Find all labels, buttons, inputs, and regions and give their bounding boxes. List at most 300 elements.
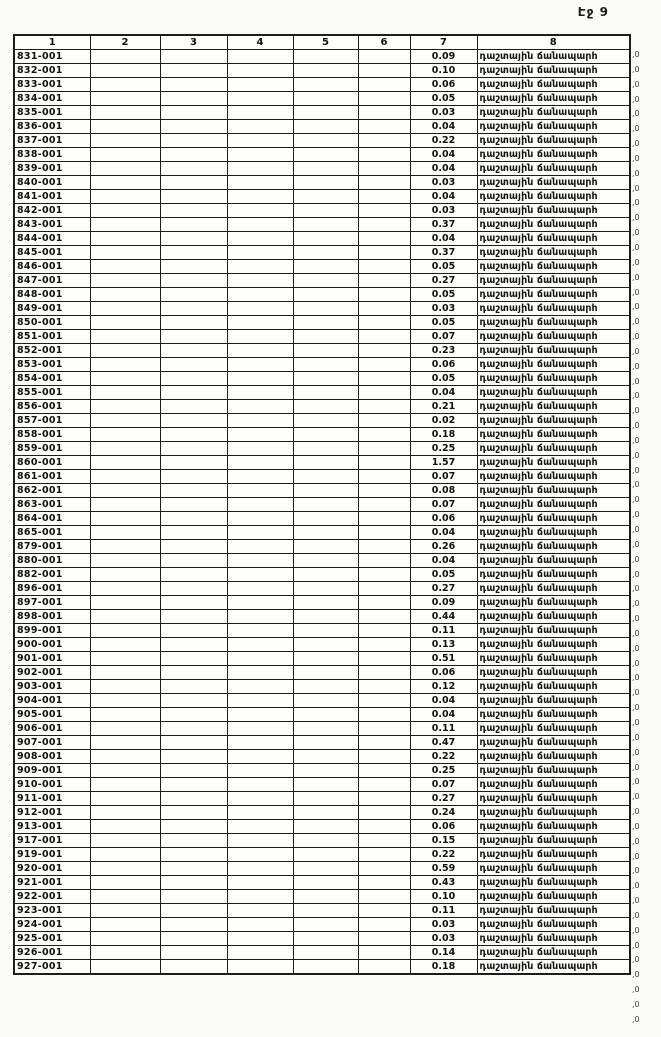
row-value-cell: 0.15 bbox=[410, 834, 477, 848]
row-value-cell: 0.18 bbox=[410, 960, 477, 975]
empty-cell-col3 bbox=[160, 498, 227, 512]
table-row bbox=[14, 610, 630, 624]
row-value-cell: 0.03 bbox=[410, 302, 477, 316]
row-id-cell: 856-001 bbox=[14, 400, 90, 414]
table-row bbox=[14, 918, 630, 932]
empty-cell-col4 bbox=[227, 834, 293, 848]
empty-cell-col6 bbox=[358, 344, 410, 358]
row-id-cell: 839-001 bbox=[14, 162, 90, 176]
table-row bbox=[14, 414, 630, 428]
empty-cell-col6 bbox=[358, 498, 410, 512]
empty-cell-col4 bbox=[227, 358, 293, 372]
empty-cell-col2 bbox=[90, 708, 160, 722]
edge-fragment: ,0 bbox=[632, 94, 640, 104]
table-row bbox=[14, 540, 630, 554]
empty-cell-col2 bbox=[90, 736, 160, 750]
row-road-type-cell: դաշտային ճանապարհ bbox=[477, 232, 630, 246]
empty-cell-col6 bbox=[358, 540, 410, 554]
empty-cell-col4 bbox=[227, 638, 293, 652]
empty-cell-col4 bbox=[227, 540, 293, 554]
empty-cell-col5 bbox=[293, 512, 358, 526]
row-id-cell: 833-001 bbox=[14, 78, 90, 92]
column-header: 1 bbox=[14, 35, 90, 50]
empty-cell-col3 bbox=[160, 260, 227, 274]
empty-cell-col4 bbox=[227, 806, 293, 820]
empty-cell-col5 bbox=[293, 960, 358, 975]
empty-cell-col5 bbox=[293, 736, 358, 750]
empty-cell-col3 bbox=[160, 386, 227, 400]
empty-cell-col3 bbox=[160, 512, 227, 526]
row-id-cell: 923-001 bbox=[14, 904, 90, 918]
row-road-type-cell: դաշտային ճանապարհ bbox=[477, 50, 630, 64]
row-id-cell: 853-001 bbox=[14, 358, 90, 372]
column-header: 8 bbox=[477, 35, 630, 50]
row-road-type-cell: դաշտային ճանապարհ bbox=[477, 190, 630, 204]
row-road-type-cell: դաշտային ճանապարհ bbox=[477, 638, 630, 652]
edge-fragment: ,0 bbox=[632, 688, 640, 698]
table-row bbox=[14, 932, 630, 946]
row-value-cell: 0.22 bbox=[410, 134, 477, 148]
table-row bbox=[14, 358, 630, 372]
empty-cell-col6 bbox=[358, 526, 410, 540]
table-row bbox=[14, 778, 630, 792]
row-id-cell: 849-001 bbox=[14, 302, 90, 316]
edge-fragment: ,0 bbox=[632, 569, 640, 579]
row-road-type-cell: դաշտային ճանապարհ bbox=[477, 512, 630, 526]
empty-cell-col3 bbox=[160, 582, 227, 596]
empty-cell-col6 bbox=[358, 946, 410, 960]
row-value-cell: 0.09 bbox=[410, 596, 477, 610]
empty-cell-col3 bbox=[160, 694, 227, 708]
empty-cell-col6 bbox=[358, 792, 410, 806]
empty-cell-col6 bbox=[358, 442, 410, 456]
row-value-cell: 0.05 bbox=[410, 260, 477, 274]
table-row bbox=[14, 78, 630, 92]
row-value-cell: 0.10 bbox=[410, 64, 477, 78]
empty-cell-col2 bbox=[90, 344, 160, 358]
empty-cell-col3 bbox=[160, 148, 227, 162]
row-id-cell: 913-001 bbox=[14, 820, 90, 834]
table-row bbox=[14, 484, 630, 498]
empty-cell-col5 bbox=[293, 848, 358, 862]
empty-cell-col4 bbox=[227, 764, 293, 778]
empty-cell-col4 bbox=[227, 890, 293, 904]
edge-fragment: ,0 bbox=[632, 391, 640, 401]
empty-cell-col6 bbox=[358, 568, 410, 582]
empty-cell-col5 bbox=[293, 904, 358, 918]
empty-cell-col6 bbox=[358, 918, 410, 932]
empty-cell-col4 bbox=[227, 750, 293, 764]
empty-cell-col3 bbox=[160, 246, 227, 260]
empty-cell-col4 bbox=[227, 568, 293, 582]
empty-cell-col6 bbox=[358, 932, 410, 946]
edge-fragment: ,0 bbox=[632, 599, 640, 609]
empty-cell-col4 bbox=[227, 918, 293, 932]
row-road-type-cell: դաշտային ճանապարհ bbox=[477, 218, 630, 232]
empty-cell-col5 bbox=[293, 372, 358, 386]
row-value-cell: 0.04 bbox=[410, 232, 477, 246]
row-road-type-cell: դաշտային ճանապարհ bbox=[477, 64, 630, 78]
empty-cell-col5 bbox=[293, 274, 358, 288]
row-value-cell: 0.27 bbox=[410, 274, 477, 288]
edge-fragment: ,0 bbox=[632, 955, 640, 965]
row-id-cell: 847-001 bbox=[14, 274, 90, 288]
empty-cell-col2 bbox=[90, 274, 160, 288]
empty-cell-col4 bbox=[227, 428, 293, 442]
row-value-cell: 0.11 bbox=[410, 624, 477, 638]
empty-cell-col5 bbox=[293, 918, 358, 932]
row-id-cell: 832-001 bbox=[14, 64, 90, 78]
empty-cell-col4 bbox=[227, 288, 293, 302]
table-row bbox=[14, 134, 630, 148]
table-row bbox=[14, 708, 630, 722]
empty-cell-col3 bbox=[160, 120, 227, 134]
empty-cell-col4 bbox=[227, 946, 293, 960]
row-value-cell: 0.07 bbox=[410, 470, 477, 484]
empty-cell-col5 bbox=[293, 358, 358, 372]
empty-cell-col2 bbox=[90, 246, 160, 260]
empty-cell-col4 bbox=[227, 344, 293, 358]
empty-cell-col3 bbox=[160, 610, 227, 624]
empty-cell-col2 bbox=[90, 106, 160, 120]
empty-cell-col2 bbox=[90, 386, 160, 400]
empty-cell-col2 bbox=[90, 582, 160, 596]
row-id-cell: 921-001 bbox=[14, 876, 90, 890]
empty-cell-col3 bbox=[160, 736, 227, 750]
empty-cell-col2 bbox=[90, 890, 160, 904]
empty-cell-col2 bbox=[90, 232, 160, 246]
empty-cell-col4 bbox=[227, 484, 293, 498]
edge-fragment: ,0 bbox=[632, 124, 640, 134]
row-road-type-cell: դաշտային ճանապարհ bbox=[477, 848, 630, 862]
table-row bbox=[14, 694, 630, 708]
empty-cell-col3 bbox=[160, 750, 227, 764]
row-road-type-cell: դաշտային ճանապարհ bbox=[477, 288, 630, 302]
row-value-cell: 0.37 bbox=[410, 246, 477, 260]
empty-cell-col4 bbox=[227, 820, 293, 834]
row-road-type-cell: դաշտային ճանապարհ bbox=[477, 918, 630, 932]
empty-cell-col2 bbox=[90, 414, 160, 428]
empty-cell-col3 bbox=[160, 176, 227, 190]
row-value-cell: 0.59 bbox=[410, 862, 477, 876]
table-row bbox=[14, 904, 630, 918]
row-road-type-cell: դաշտային ճանապարհ bbox=[477, 778, 630, 792]
empty-cell-col5 bbox=[293, 694, 358, 708]
row-road-type-cell: դաշտային ճանապարհ bbox=[477, 344, 630, 358]
empty-cell-col3 bbox=[160, 596, 227, 610]
edge-fragment: ,0 bbox=[632, 821, 640, 831]
empty-cell-col3 bbox=[160, 848, 227, 862]
empty-cell-col4 bbox=[227, 190, 293, 204]
row-id-cell: 834-001 bbox=[14, 92, 90, 106]
table-row bbox=[14, 890, 630, 904]
row-road-type-cell: դաշտային ճանապարհ bbox=[477, 176, 630, 190]
empty-cell-col3 bbox=[160, 470, 227, 484]
empty-cell-col3 bbox=[160, 918, 227, 932]
table-row bbox=[14, 428, 630, 442]
empty-cell-col2 bbox=[90, 148, 160, 162]
row-id-cell: 848-001 bbox=[14, 288, 90, 302]
row-id-cell: 919-001 bbox=[14, 848, 90, 862]
row-value-cell: 0.44 bbox=[410, 610, 477, 624]
empty-cell-col4 bbox=[227, 232, 293, 246]
row-value-cell: 0.51 bbox=[410, 652, 477, 666]
empty-cell-col4 bbox=[227, 792, 293, 806]
row-road-type-cell: դաշտային ճանապարհ bbox=[477, 442, 630, 456]
edge-fragment: ,0 bbox=[632, 376, 640, 386]
row-value-cell: 0.07 bbox=[410, 498, 477, 512]
row-id-cell: 850-001 bbox=[14, 316, 90, 330]
column-header: 2 bbox=[90, 35, 160, 50]
table-row bbox=[14, 162, 630, 176]
table-row bbox=[14, 764, 630, 778]
row-id-cell: 903-001 bbox=[14, 680, 90, 694]
empty-cell-col6 bbox=[358, 596, 410, 610]
empty-cell-col4 bbox=[227, 78, 293, 92]
table-row bbox=[14, 176, 630, 190]
edge-fragment: ,0 bbox=[632, 198, 640, 208]
empty-cell-col6 bbox=[358, 148, 410, 162]
row-value-cell: 0.25 bbox=[410, 442, 477, 456]
edge-fragment: ,0 bbox=[632, 1014, 640, 1024]
row-id-cell: 911-001 bbox=[14, 792, 90, 806]
row-id-cell: 902-001 bbox=[14, 666, 90, 680]
edge-fragment: ,0 bbox=[632, 79, 640, 89]
table-row bbox=[14, 204, 630, 218]
empty-cell-col2 bbox=[90, 680, 160, 694]
empty-cell-col5 bbox=[293, 568, 358, 582]
empty-cell-col5 bbox=[293, 120, 358, 134]
empty-cell-col5 bbox=[293, 330, 358, 344]
table-row bbox=[14, 302, 630, 316]
table-row bbox=[14, 92, 630, 106]
row-id-cell: 837-001 bbox=[14, 134, 90, 148]
empty-cell-col4 bbox=[227, 442, 293, 456]
row-road-type-cell: դաշտային ճանապարհ bbox=[477, 820, 630, 834]
row-road-type-cell: դաշտային ճանապարհ bbox=[477, 316, 630, 330]
edge-fragment: ,0 bbox=[632, 717, 640, 727]
empty-cell-col4 bbox=[227, 960, 293, 975]
empty-cell-col3 bbox=[160, 204, 227, 218]
row-id-cell: 863-001 bbox=[14, 498, 90, 512]
edge-fragment: ,0 bbox=[632, 242, 640, 252]
empty-cell-col5 bbox=[293, 134, 358, 148]
empty-cell-col6 bbox=[358, 848, 410, 862]
edge-fragment: ,0 bbox=[632, 435, 640, 445]
row-value-cell: 0.21 bbox=[410, 400, 477, 414]
row-road-type-cell: դաշտային ճանապարհ bbox=[477, 890, 630, 904]
empty-cell-col4 bbox=[227, 316, 293, 330]
row-value-cell: 0.43 bbox=[410, 876, 477, 890]
empty-cell-col6 bbox=[358, 330, 410, 344]
table-row bbox=[14, 470, 630, 484]
empty-cell-col2 bbox=[90, 218, 160, 232]
empty-cell-col3 bbox=[160, 414, 227, 428]
table-row bbox=[14, 680, 630, 694]
empty-cell-col6 bbox=[358, 904, 410, 918]
row-road-type-cell: դաշտային ճանապարհ bbox=[477, 554, 630, 568]
row-value-cell: 0.08 bbox=[410, 484, 477, 498]
row-road-type-cell: դաշտային ճանապարհ bbox=[477, 386, 630, 400]
row-road-type-cell: դաշտային ճանապարհ bbox=[477, 666, 630, 680]
edge-fragment: ,0 bbox=[632, 257, 640, 267]
empty-cell-col5 bbox=[293, 470, 358, 484]
row-road-type-cell: դաշտային ճանապարհ bbox=[477, 806, 630, 820]
edge-fragment: ,0 bbox=[632, 970, 640, 980]
row-value-cell: 0.06 bbox=[410, 78, 477, 92]
edge-fragment: ,0 bbox=[632, 732, 640, 742]
empty-cell-col3 bbox=[160, 92, 227, 106]
empty-cell-col6 bbox=[358, 400, 410, 414]
empty-cell-col5 bbox=[293, 596, 358, 610]
empty-cell-col6 bbox=[358, 554, 410, 568]
edge-fragment: ,0 bbox=[632, 317, 640, 327]
empty-cell-col5 bbox=[293, 484, 358, 498]
empty-cell-col6 bbox=[358, 204, 410, 218]
empty-cell-col3 bbox=[160, 190, 227, 204]
table-row bbox=[14, 946, 630, 960]
empty-cell-col4 bbox=[227, 414, 293, 428]
edge-fragment: ,0 bbox=[632, 836, 640, 846]
empty-cell-col3 bbox=[160, 708, 227, 722]
empty-cell-col5 bbox=[293, 414, 358, 428]
empty-cell-col4 bbox=[227, 50, 293, 64]
row-value-cell: 0.18 bbox=[410, 428, 477, 442]
row-id-cell: 904-001 bbox=[14, 694, 90, 708]
empty-cell-col3 bbox=[160, 316, 227, 330]
edge-fragment: ,0 bbox=[632, 287, 640, 297]
empty-cell-col5 bbox=[293, 624, 358, 638]
row-road-type-cell: դաշտային ճանապարհ bbox=[477, 484, 630, 498]
row-id-cell: 831-001 bbox=[14, 50, 90, 64]
row-value-cell: 0.06 bbox=[410, 666, 477, 680]
table-row bbox=[14, 288, 630, 302]
row-id-cell: 835-001 bbox=[14, 106, 90, 120]
empty-cell-col4 bbox=[227, 498, 293, 512]
empty-cell-col6 bbox=[358, 92, 410, 106]
empty-cell-col4 bbox=[227, 260, 293, 274]
empty-cell-col6 bbox=[358, 372, 410, 386]
table-row bbox=[14, 568, 630, 582]
row-road-type-cell: դաշտային ճանապարհ bbox=[477, 764, 630, 778]
empty-cell-col3 bbox=[160, 400, 227, 414]
empty-cell-col3 bbox=[160, 106, 227, 120]
empty-cell-col2 bbox=[90, 932, 160, 946]
empty-cell-col5 bbox=[293, 582, 358, 596]
empty-cell-col3 bbox=[160, 456, 227, 470]
row-road-type-cell: դաշտային ճանապարհ bbox=[477, 792, 630, 806]
empty-cell-col4 bbox=[227, 372, 293, 386]
edge-fragment: ,0 bbox=[632, 747, 640, 757]
empty-cell-col4 bbox=[227, 624, 293, 638]
empty-cell-col2 bbox=[90, 428, 160, 442]
row-value-cell: 0.06 bbox=[410, 820, 477, 834]
edge-fragment: ,0 bbox=[632, 183, 640, 193]
row-id-cell: 836-001 bbox=[14, 120, 90, 134]
table-row bbox=[14, 960, 630, 975]
empty-cell-col6 bbox=[358, 316, 410, 330]
row-road-type-cell: դաշտային ճանապարհ bbox=[477, 568, 630, 582]
empty-cell-col6 bbox=[358, 778, 410, 792]
empty-cell-col5 bbox=[293, 890, 358, 904]
edge-fragment: ,0 bbox=[632, 525, 640, 534]
empty-cell-col5 bbox=[293, 456, 358, 470]
row-value-cell: 0.23 bbox=[410, 344, 477, 358]
empty-cell-col6 bbox=[358, 722, 410, 736]
row-id-cell: 922-001 bbox=[14, 890, 90, 904]
empty-cell-col2 bbox=[90, 162, 160, 176]
empty-cell-col4 bbox=[227, 64, 293, 78]
empty-cell-col5 bbox=[293, 442, 358, 456]
row-id-cell: 842-001 bbox=[14, 204, 90, 218]
row-road-type-cell: դաշտային ճանապարհ bbox=[477, 652, 630, 666]
row-road-type-cell: դաշտային ճանապարհ bbox=[477, 610, 630, 624]
empty-cell-col2 bbox=[90, 764, 160, 778]
edge-fragment: ,0 bbox=[632, 896, 640, 906]
empty-cell-col6 bbox=[358, 50, 410, 64]
empty-cell-col2 bbox=[90, 50, 160, 64]
edge-fragment: ,0 bbox=[632, 272, 640, 282]
row-value-cell: 0.04 bbox=[410, 554, 477, 568]
column-header: 7 bbox=[410, 35, 477, 50]
edge-fragment: ,0 bbox=[632, 139, 640, 149]
row-id-cell: 910-001 bbox=[14, 778, 90, 792]
table-row bbox=[14, 260, 630, 274]
row-id-cell: 909-001 bbox=[14, 764, 90, 778]
empty-cell-col6 bbox=[358, 414, 410, 428]
empty-cell-col5 bbox=[293, 218, 358, 232]
row-value-cell: 0.07 bbox=[410, 330, 477, 344]
empty-cell-col4 bbox=[227, 778, 293, 792]
empty-cell-col4 bbox=[227, 694, 293, 708]
empty-cell-col2 bbox=[90, 120, 160, 134]
empty-cell-col5 bbox=[293, 834, 358, 848]
empty-cell-col2 bbox=[90, 526, 160, 540]
empty-cell-col5 bbox=[293, 708, 358, 722]
empty-cell-col6 bbox=[358, 106, 410, 120]
empty-cell-col6 bbox=[358, 78, 410, 92]
row-value-cell: 0.27 bbox=[410, 582, 477, 596]
empty-cell-col4 bbox=[227, 302, 293, 316]
empty-cell-col3 bbox=[160, 64, 227, 78]
empty-cell-col5 bbox=[293, 246, 358, 260]
empty-cell-col5 bbox=[293, 260, 358, 274]
edge-fragment: ,0 bbox=[632, 168, 640, 178]
empty-cell-col3 bbox=[160, 134, 227, 148]
empty-cell-col6 bbox=[358, 694, 410, 708]
row-road-type-cell: դաշտային ճանապարհ bbox=[477, 162, 630, 176]
row-id-cell: 840-001 bbox=[14, 176, 90, 190]
empty-cell-col4 bbox=[227, 204, 293, 218]
empty-cell-col2 bbox=[90, 624, 160, 638]
row-value-cell: 0.05 bbox=[410, 316, 477, 330]
empty-cell-col3 bbox=[160, 792, 227, 806]
empty-cell-col4 bbox=[227, 876, 293, 890]
roads-table bbox=[13, 34, 631, 975]
empty-cell-col2 bbox=[90, 456, 160, 470]
empty-cell-col3 bbox=[160, 862, 227, 876]
row-id-cell: 844-001 bbox=[14, 232, 90, 246]
empty-cell-col6 bbox=[358, 302, 410, 316]
empty-cell-col6 bbox=[358, 890, 410, 904]
table-row bbox=[14, 498, 630, 512]
row-value-cell: 0.22 bbox=[410, 750, 477, 764]
table-row bbox=[14, 64, 630, 78]
empty-cell-col3 bbox=[160, 652, 227, 666]
row-road-type-cell: դաշտային ճանապարհ bbox=[477, 274, 630, 288]
empty-cell-col6 bbox=[358, 638, 410, 652]
empty-cell-col2 bbox=[90, 596, 160, 610]
